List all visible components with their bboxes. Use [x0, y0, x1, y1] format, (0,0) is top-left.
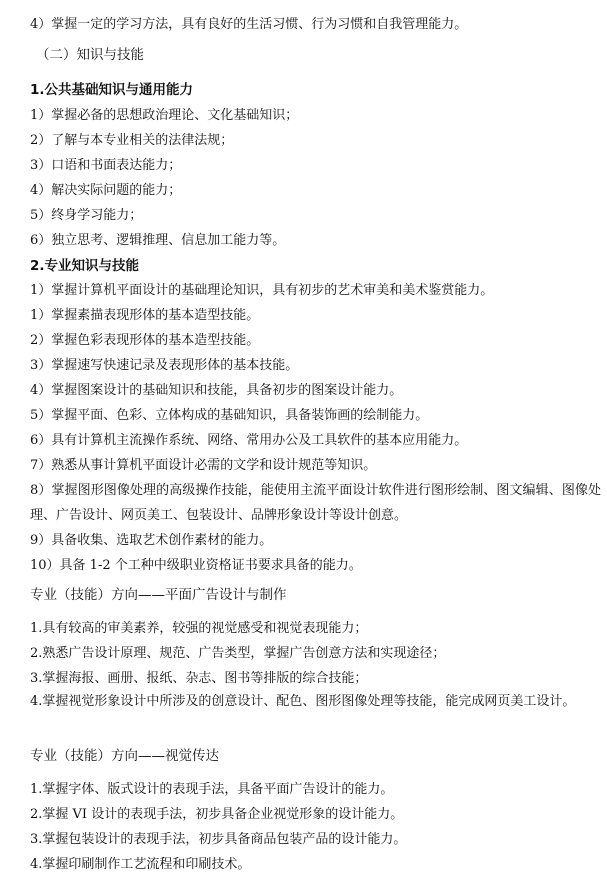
body-text-line: 1.具有较高的审美素养，较强的视觉感受和视觉表现能力； — [30, 621, 368, 636]
body-text-line: 5）掌握平面、色彩、立体构成的基础知识，具备装饰画的绘制能力。 — [30, 408, 429, 423]
body-text-line: 4.掌握印刷制作工艺流程和印刷技术。 — [30, 857, 251, 872]
body-text-line: 1）掌握计算机平面设计的基础理论知识，具有初步的艺术审美和美术鉴赏能力。 — [30, 283, 494, 298]
direction-heading: 专业（技能）方向——视觉传达 — [30, 748, 219, 764]
body-text-line: 1）掌握必备的思想政治理论、文化基础知识； — [30, 108, 299, 123]
body-text-line: 3）掌握速写快速记录及表现形体的基本技能。 — [30, 358, 299, 373]
body-text-line: 2.掌握 VI 设计的表现手法，初步具备企业视觉形象的设计能力。 — [30, 807, 404, 822]
body-text-line: 6）具有计算机主流操作系统、网络、常用办公及工具软件的基本应用能力。 — [30, 433, 468, 448]
body-text-line: 1.掌握字体、版式设计的表现手法，具备平面广告设计的能力。 — [30, 782, 394, 797]
body-text-line: 2）了解与本专业相关的法律法规； — [30, 133, 234, 148]
body-text-line: 2.熟悉广告设计原理、规范、广告类型，掌握广告创意方法和实现途径； — [30, 646, 446, 661]
body-text-line: 9）具备收集、选取艺术创作素材的能力。 — [30, 533, 273, 548]
subsection-heading: 2.专业知识与技能 — [30, 258, 140, 274]
body-paragraph: 4.掌握视觉形象设计中所涉及的创意设计、配色、图形图像处理等技能，能完成网页美工设计。 — [30, 694, 576, 709]
body-text-line: 3）口语和书面表达能力； — [30, 158, 182, 173]
body-text-line: 5）终身学习能力； — [30, 208, 143, 223]
body-text-line: 10）具备 1-2 个工种中级职业资格证书要求具备的能力。 — [30, 558, 362, 573]
body-paragraph: 8）掌握图形图像处理的高级操作技能，能使用主流平面设计软件进行图形绘制、图文编辑、图像处理、广告设计、网页美工、包装设计、品牌形象设计等设计创意。 — [30, 483, 601, 523]
body-text-line: 1）掌握素描表现形体的基本造型技能。 — [30, 308, 260, 323]
body-text-line: 6）独立思考、逻辑推理、信息加工能力等。 — [30, 233, 286, 248]
body-text-line: 4）掌握图案设计的基础知识和技能，具备初步的图案设计能力。 — [30, 383, 403, 398]
body-text-line: 3.掌握海报、画册、报纸、杂志、图书等排版的综合技能； — [30, 671, 368, 686]
body-text-line: 2）掌握色彩表现形体的基本造型技能。 — [30, 333, 260, 348]
body-text-line: 3.掌握包装设计的表现手法，初步具备商品包装产品的设计能力。 — [30, 832, 407, 847]
section-heading: （二）知识与技能 — [36, 47, 144, 63]
body-text-line: 4）掌握一定的学习方法，具有良好的生活习惯、行为习惯和自我管理能力。 — [30, 17, 468, 32]
subsection-heading: 1.公共基础知识与通用能力 — [30, 82, 194, 98]
direction-heading: 专业（技能）方向——平面广告设计与制作 — [30, 587, 287, 603]
body-text-line: 4）解决实际问题的能力； — [30, 183, 182, 198]
body-text-line: 7）熟悉从事计算机平面设计必需的文学和设计规范等知识。 — [30, 458, 377, 473]
